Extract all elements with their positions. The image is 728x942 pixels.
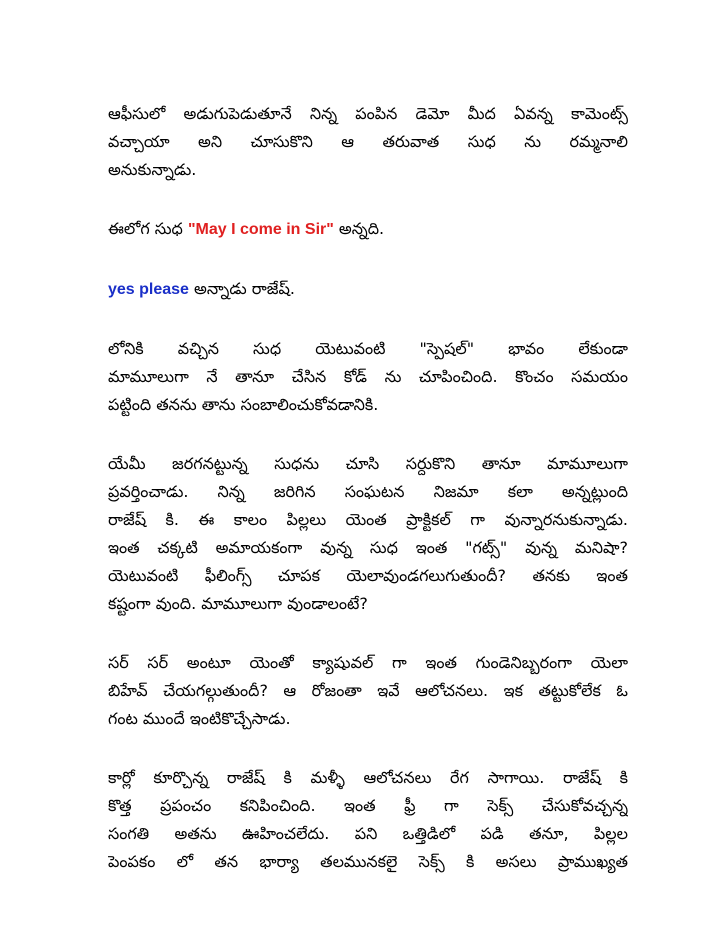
document-page bbox=[108, 100, 628, 907]
text-line bbox=[108, 275, 628, 304]
english-quote-blue: yes please bbox=[108, 281, 189, 298]
text-line: బిహేవ్ చేయగల్గుతుందీ? ఆ రోజంతా ఇవే ఆలోచనలు. ఇక తట్టుకోలేక ఓ bbox=[108, 681, 628, 700]
text-line: యేమీ జరగనట్టున్న సుధను చూసి సర్దుకొని తానూ మామూలుగా bbox=[108, 454, 628, 473]
paragraph-rajesh-thoughts bbox=[108, 450, 628, 618]
text-line: గంట ముందే ఇంటికొచ్చేసాడు. bbox=[108, 709, 291, 728]
paragraph-rajesh-reply bbox=[108, 275, 628, 304]
text-line: ఆఫీసులో అడుగుపెడుతూనే నిన్న పంపిన డెమో మీద ఏవన్న కామెంట్స్ bbox=[108, 104, 628, 123]
text-line: కష్టంగా వుంది. మామూలుగా వుండాలంటే? bbox=[108, 594, 368, 613]
text-line: పెంపకం లో తన భార్యా తలమునకలై సెక్స్ కి అసలు ప్రాముఖ్యత bbox=[108, 852, 628, 871]
paragraph-sudha-entry bbox=[108, 215, 628, 244]
text-line: మామూలుగా నే తానూ చేసిన కోడ్ ను చూపించింది. కొంచం సమయం bbox=[108, 367, 628, 386]
text-line: లోనికి వచ్చిన సుధ యెటువంటి "స్పెషల్" భావం లేకుండా bbox=[108, 339, 628, 358]
paragraph-car-thoughts bbox=[108, 764, 628, 876]
text-line: సంగతి అతను ఊహించలేదు. పని ఒత్తిడిలో పడి తనూ, పిల్లల bbox=[108, 824, 628, 843]
text-line: అనుకున్నాడు. bbox=[108, 160, 197, 179]
text-line: సర్ సర్ అంటూ యెంతో క్యాషువల్ గా ఇంత గుండెనిబ్బరంగా యెలా bbox=[108, 653, 628, 672]
text-line: పట్టింది తనను తాను సంబాలించుకోవడానికి. bbox=[108, 395, 379, 414]
paragraph-code-review bbox=[108, 335, 628, 419]
paragraph-office-arrival bbox=[108, 100, 628, 184]
text-line: యెటువంటి ఫీలింగ్స్ చూపక యెలావుండగలుగుతుందీ? తనకు ఇంత bbox=[108, 566, 628, 585]
text-line: కార్లో కూర్చొన్న రాజేష్ కి మళ్ళీ ఆలోచనలు రేగ సాగాయి. రాజేష్ కి bbox=[108, 768, 628, 787]
narration-text: ఈలోగ సుధ bbox=[108, 219, 188, 238]
narration-text: అన్నాడు రాజేష్. bbox=[188, 279, 295, 298]
text-line: కొత్త ప్రపంచం కనిపించింది. ఇంత ఫ్రీ గా సెక్స్ చేసుకోవచ్చన్న bbox=[108, 796, 628, 815]
text-line: వచ్చాయా అని చూసుకొని ఆ తరువాత సుధ ను రమ్మనాలి bbox=[108, 132, 628, 151]
text-line: రాజేష్ కి. ఈ కాలం పిల్లలు యెంత ప్రాక్టికల్ గా వున్నారనుకున్నాడు. bbox=[108, 510, 628, 529]
text-line: ఇంత చక్కటి అమాయకంగా వున్న సుధ ఇంత "గట్స్" వున్న మనిషా? bbox=[108, 538, 628, 557]
text-line: ప్రవర్తించాడు. నిన్న జరిగిన సంఘటన నిజమా కలా అన్నట్లుంది bbox=[108, 482, 628, 501]
narration-text: అన్నది. bbox=[333, 219, 385, 238]
english-quote-red: "May I come in Sir" bbox=[187, 221, 334, 238]
text-line bbox=[108, 215, 628, 244]
paragraph-sir-sir bbox=[108, 649, 628, 733]
